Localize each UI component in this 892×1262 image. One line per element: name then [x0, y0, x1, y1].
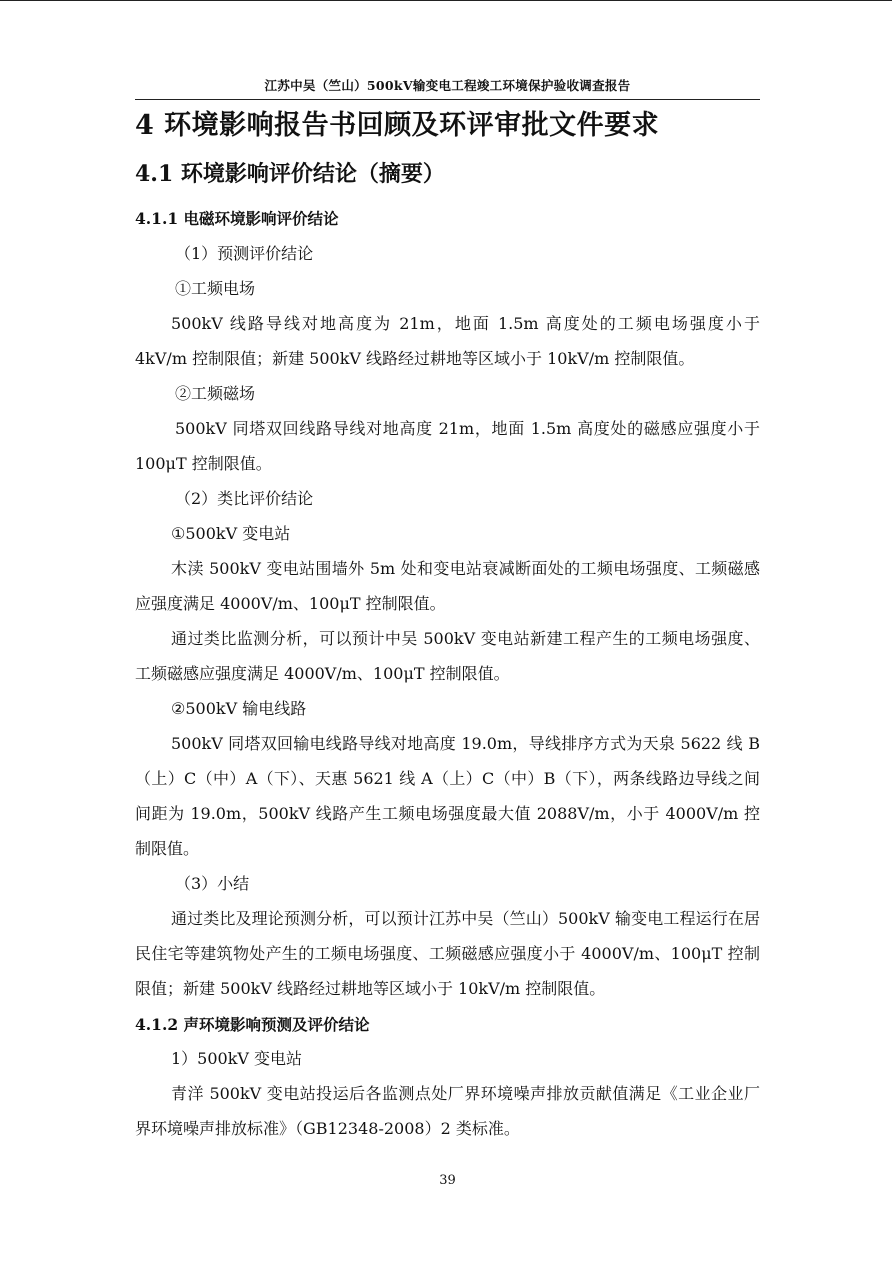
paragraph: 1）500kV 变电站 [171, 1049, 303, 1068]
paragraph: 500kV 同塔双回线路导线对地高度 21m，地面 1.5m 高度处的磁感应强度小于 100μT 控制限值。 [135, 419, 760, 473]
paragraph: ①工频电场 [175, 279, 256, 298]
paragraph: ②工频磁场 [175, 384, 256, 403]
paragraph: ②500kV 输电线路 [171, 699, 307, 718]
subsection-heading-4-1-2: 4.1.2 声环境影响预测及评价结论 [135, 1015, 370, 1034]
page-number: 39 [439, 1173, 456, 1188]
paragraph: 木渎 500kV 变电站围墙外 5m 处和变电站衰减断面处的工频电场强度、工频磁感应强度满足 4000V/m、100μT 控制限值。 [135, 559, 760, 613]
paragraph: （1）预测评价结论 [175, 244, 314, 263]
top-border-line [0, 0, 892, 1]
paragraph: 青洋 500kV 变电站投运后各监测点处厂界环境噪声排放贡献值满足《工业企业厂界环境噪声排放标准》（GB12348-2008）2 类标准。 [135, 1084, 760, 1138]
paragraph: 通过类比监测分析，可以预计中吴 500kV 变电站新建工程产生的工频电场强度、工频磁感应强度满足 4000V/m、100μT 控制限值。 [135, 629, 760, 683]
paragraph: 500kV 同塔双回输电线路导线对地高度 19.0m，导线排序方式为天泉 5622 线 B（上）C（中）A（下）、天惠 5621 线 A（上）C（中）B（下），两条线路边导线之间间距为 19.0m，500kV 线路产生工频电场强度最大值 2088V/m，小于 4000V/m 控制限值。 [135, 734, 760, 858]
section-title: 4.1 环境影响评价结论（摘要） [135, 161, 445, 187]
chapter-title: 4 环境影响报告书回顾及环评审批文件要求 [135, 110, 660, 141]
subsection-heading-4-1-1: 4.1.1 电磁环境影响评价结论 [135, 209, 339, 228]
paragraph: ①500kV 变电站 [171, 524, 291, 543]
paragraph: （3）小结 [175, 874, 250, 893]
running-header: 江苏中吴（竺山）500kV输变电工程竣工环境保护验收调查报告 [264, 78, 631, 93]
paragraph: 通过类比及理论预测分析，可以预计江苏中吴（竺山）500kV 输变电工程运行在居民住宅等建筑物处产生的工频电场强度、工频磁感应强度小于 4000V/m、100μT 控制限值；新建 500kV 线路经过耕地等区域小于 10kV/m 控制限值。 [135, 909, 760, 998]
paragraph: 500kV 线路导线对地高度为 21m，地面 1.5m 高度处的工频电场强度小于 4kV/m 控制限值；新建 500kV 线路经过耕地等区域小于 10kV/m 控制限值。 [135, 314, 760, 368]
paragraph: （2）类比评价结论 [175, 489, 314, 508]
header-rule [135, 99, 760, 100]
